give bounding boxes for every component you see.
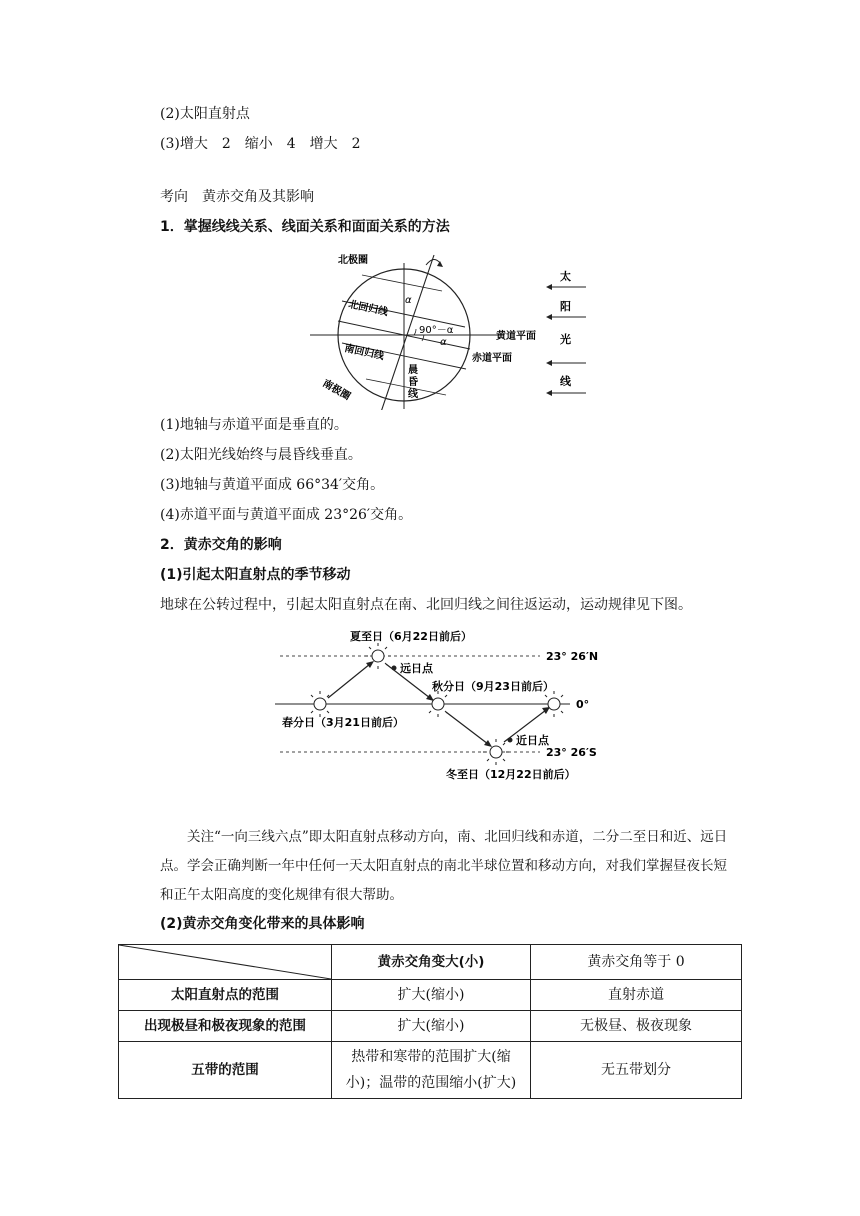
table-row bbox=[119, 980, 742, 1011]
point-1: (1)地轴与赤道平面是垂直的。 bbox=[160, 417, 348, 433]
earth-axis-diagram bbox=[300, 245, 590, 410]
row-cell: 直射赤道 bbox=[531, 980, 742, 1011]
lat-north-label: 23° 26′N bbox=[546, 650, 599, 663]
effects-table bbox=[118, 944, 742, 1099]
sunlight-char-4: 线 bbox=[560, 375, 571, 388]
sunlight-char-2: 阳 bbox=[560, 300, 571, 313]
table-row bbox=[119, 1042, 742, 1099]
alpha-label-2: α bbox=[440, 337, 447, 348]
answer-line-3: (3)增大 2 缩小 4 增大 2 bbox=[160, 136, 361, 152]
row-label: 出现极昼和极夜现象的范围 bbox=[119, 1011, 332, 1042]
heading-3: (1)引起太阳直射点的季节移动 bbox=[160, 567, 351, 583]
winter-solstice-label: 冬至日（12月22日前后） bbox=[446, 768, 576, 781]
row-cell: 热带和寒带的范围扩大(缩小)；温带的范围缩小(扩大) bbox=[332, 1042, 531, 1099]
terminator-char-3: 线 bbox=[408, 389, 418, 400]
spring-equinox-label: 春分日（3月21日前后） bbox=[282, 716, 404, 729]
section-title: 考向 黄赤交角及其影响 bbox=[160, 189, 314, 205]
row-cell: 无极昼、极夜现象 bbox=[531, 1011, 742, 1042]
point-2: (2)太阳光线始终与晨昏线垂直。 bbox=[160, 447, 362, 463]
tropic-north-label: 北回归线 bbox=[347, 299, 389, 319]
tropic-south-label: 南回归线 bbox=[343, 343, 385, 363]
row-label: 五带的范围 bbox=[119, 1042, 332, 1099]
row-cell: 扩大(缩小) bbox=[332, 1011, 531, 1042]
perihelion-label: 近日点 bbox=[516, 734, 549, 747]
aphelion-label: 远日点 bbox=[400, 662, 433, 675]
heading-4: (2)黄赤交角变化带来的具体影响 bbox=[160, 916, 365, 932]
diagonal-header-cell bbox=[119, 945, 332, 980]
sunlight-char-1: 太 bbox=[560, 270, 571, 283]
point-4: (4)赤道平面与黄道平面成 23°26′交角。 bbox=[160, 507, 413, 523]
note-paragraph: 关注“一向三线六点”即太阳直射点移动方向，南、北回归线和赤道，二分二至日和近、远日点。学会正确判断一年中任何一天太阳直射点的南北半球位置和移动方向，对我们掌握昼夜长短和正午太阳高度的变化规律有很大帮助。 bbox=[160, 829, 728, 903]
antarctic-circle-label: 南极圈 bbox=[320, 378, 352, 403]
lat-equator-label: 0° bbox=[576, 698, 590, 711]
arctic-circle-label: 北极圈 bbox=[338, 255, 368, 266]
diagonal-line bbox=[119, 945, 331, 979]
header-cell-2: 黄赤交角等于 0 bbox=[531, 945, 742, 980]
row-cell: 无五带划分 bbox=[531, 1042, 742, 1099]
summer-solstice-label: 夏至日（6月22日前后） bbox=[350, 630, 472, 643]
heading-1: 1．掌握线线关系、线面关系和面面关系的方法 bbox=[160, 219, 450, 235]
equator-plane-label: 赤道平面 bbox=[472, 353, 512, 364]
terminator-char-1: 晨 bbox=[408, 365, 418, 376]
header-cell-1: 黄赤交角变大(小) bbox=[332, 945, 531, 980]
row-cell: 扩大(缩小) bbox=[332, 980, 531, 1011]
point-3: (3)地轴与黄道平面成 66°34′交角。 bbox=[160, 477, 385, 493]
table-row bbox=[119, 1011, 742, 1042]
heading-2: 2．黄赤交角的影响 bbox=[160, 537, 282, 553]
autumn-equinox-label: 秋分日（9月23日前后） bbox=[432, 680, 554, 693]
angle-label: 90°－α bbox=[419, 325, 454, 336]
alpha-label-1: α bbox=[405, 295, 412, 306]
ecliptic-label: 黄道平面 bbox=[496, 331, 536, 342]
table-header-row bbox=[119, 945, 742, 980]
row-label: 太阳直射点的范围 bbox=[119, 980, 332, 1011]
subsolar-migration-diagram bbox=[270, 626, 610, 786]
lat-south-label: 23° 26′S bbox=[546, 746, 597, 759]
answer-line-2: (2)太阳直射点 bbox=[160, 106, 250, 122]
paragraph-1: 地球在公转过程中，引起太阳直射点在南、北回归线之间往返运动，运动规律见下图。 bbox=[160, 597, 692, 613]
terminator-char-2: 昏 bbox=[408, 377, 418, 388]
sunlight-char-3: 光 bbox=[560, 333, 571, 346]
